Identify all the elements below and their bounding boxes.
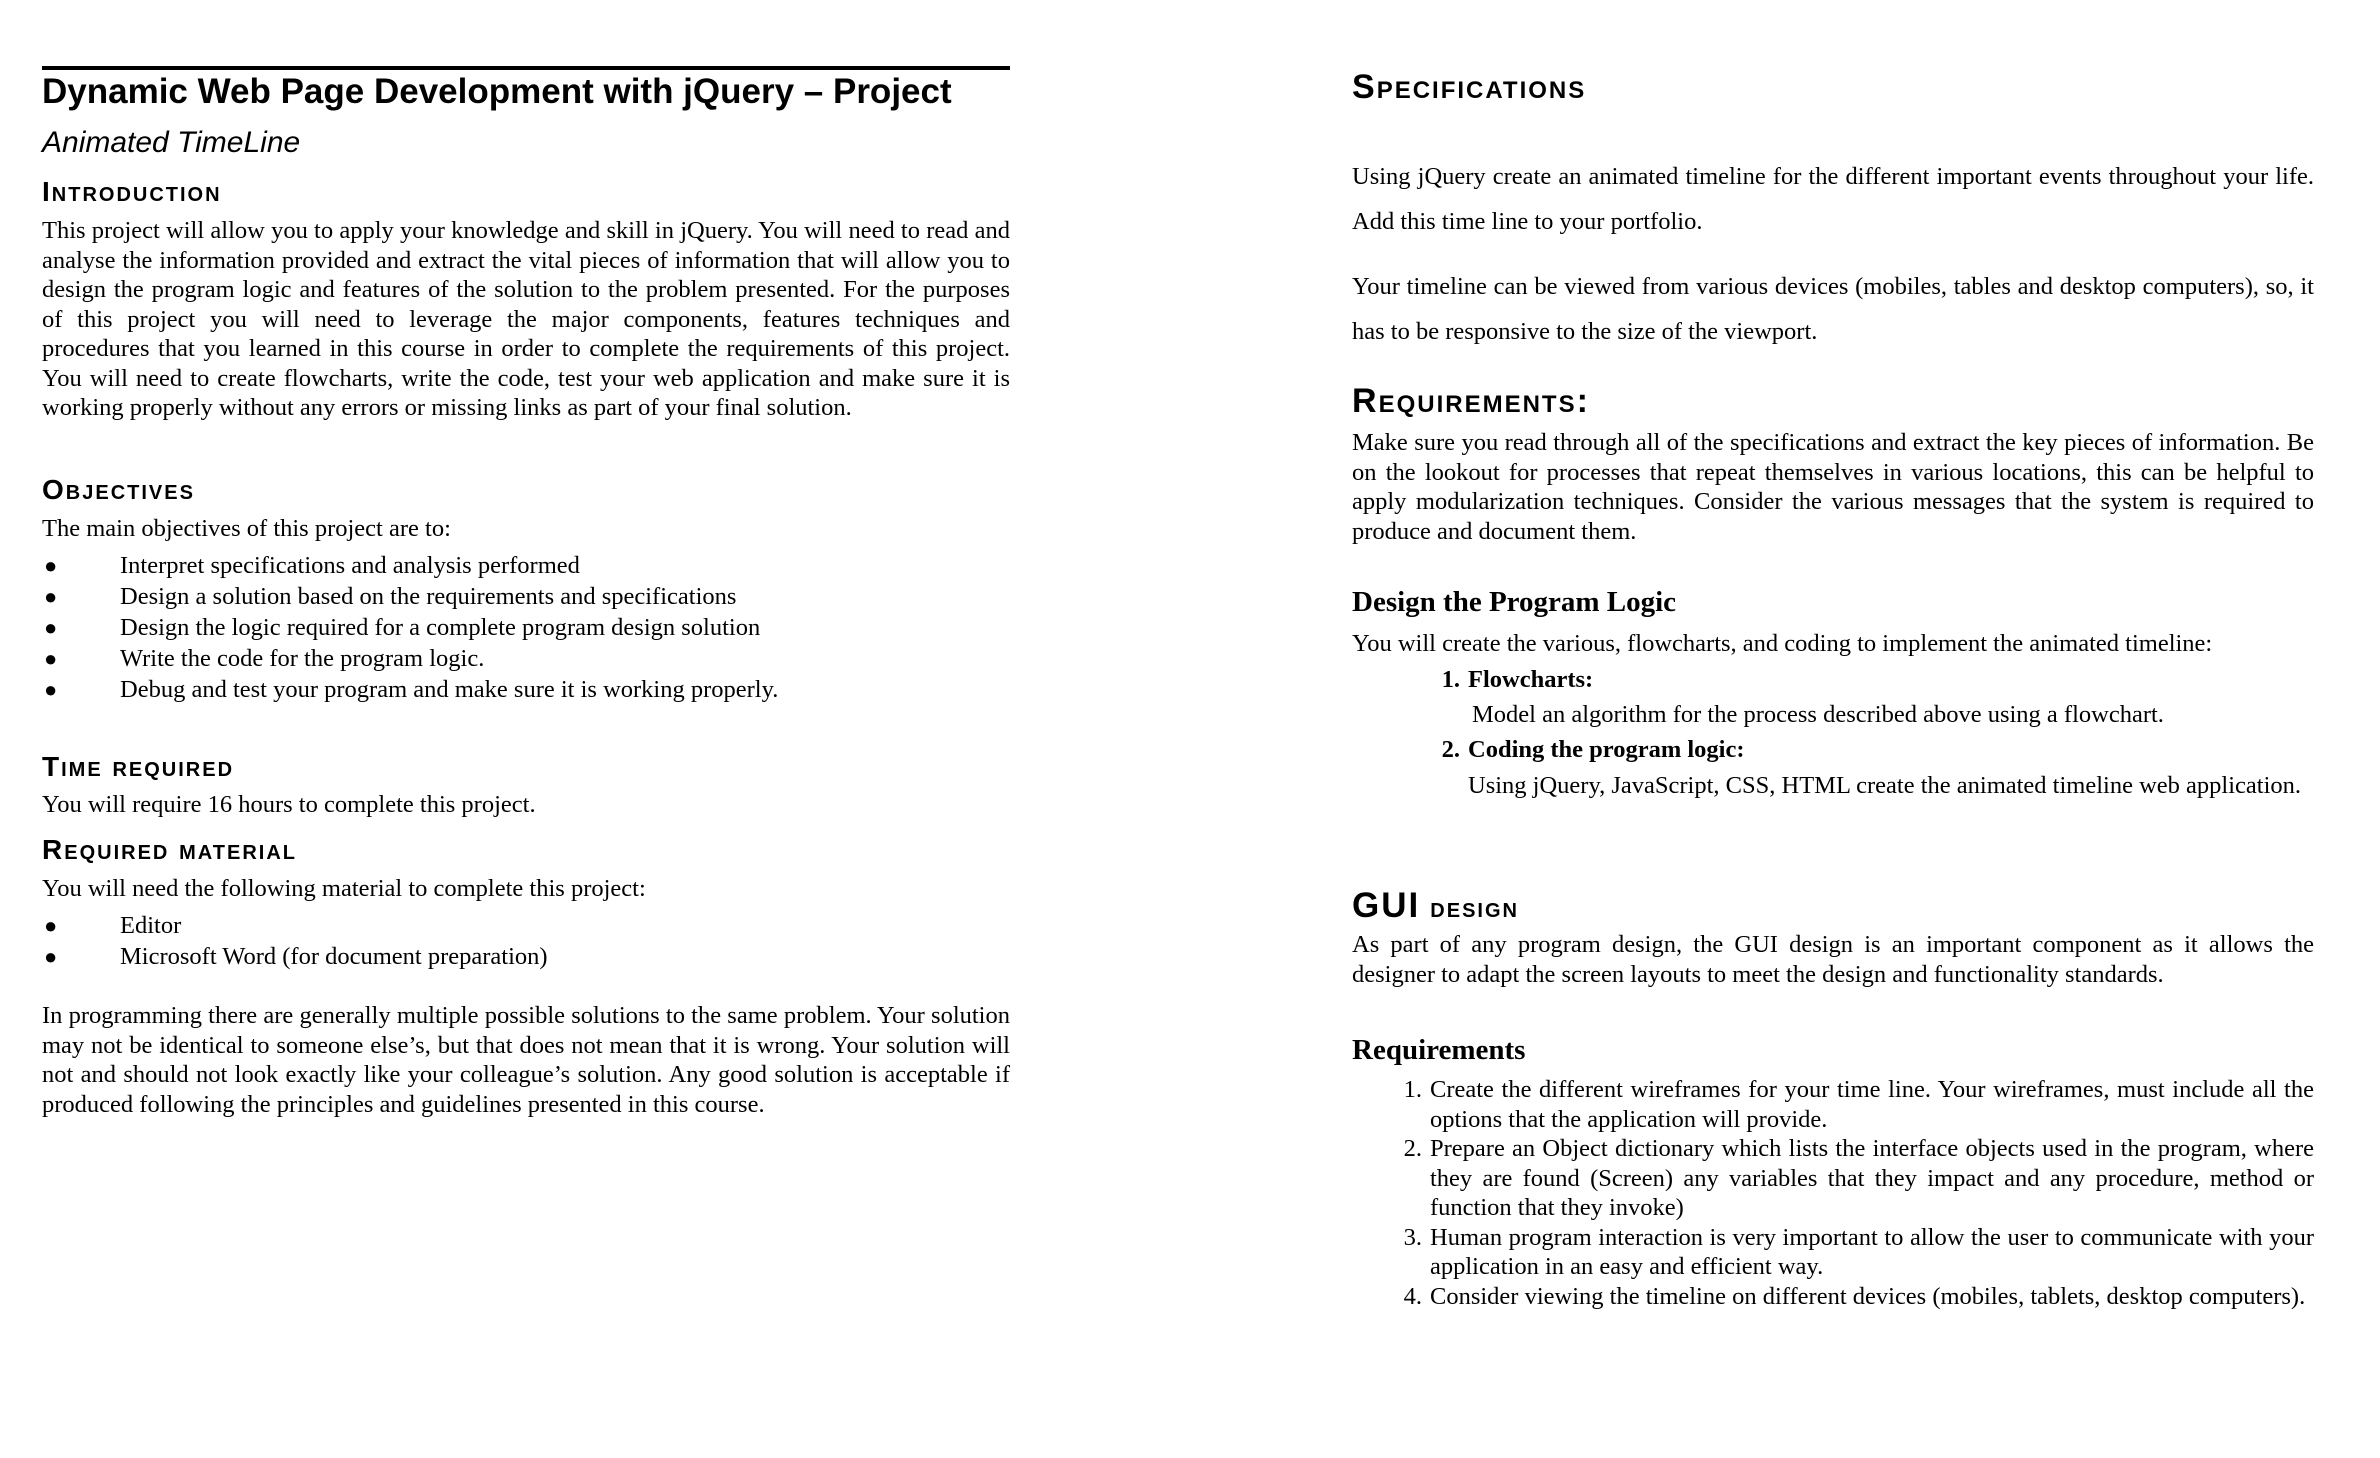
bullet-icon: ● bbox=[44, 615, 58, 640]
list-item: ● Editor bbox=[44, 912, 182, 939]
gui-design-text: As part of any program design, the GUI design is an important component as it allows the designer to adapt the screen layouts to meet the design and functionality standards. bbox=[1352, 931, 2314, 988]
time-required-heading: Time required bbox=[42, 751, 235, 782]
requirements-text: Make sure you read through all of the specifications and extract the key pieces of information. Be on the lookout for processes that repeat themselves in various locations, this can be helpful to apply modularization techniques. Consider the various messages that the system is required to produce and document them. bbox=[1352, 429, 2314, 545]
specifications-paragraph-2: Your timeline can be viewed from various devices (mobiles, tables and desktop computers), so, it has to be responsive to the size of the viewport. bbox=[1352, 273, 2314, 345]
list-item: ● Write the code for the program logic. bbox=[44, 645, 485, 672]
gui-requirements-list bbox=[1403, 1075, 2314, 1311]
gui-design-heading: GUI design bbox=[1352, 886, 1519, 925]
list-item: 3. Human program interaction is very important to allow the user to communicate with your application in an easy and efficient way. bbox=[1403, 1223, 2314, 1280]
specifications-heading: Specifications bbox=[1352, 68, 1587, 106]
program-logic-intro: You will create the various, flowcharts, and coding to implement the animated timeline: bbox=[1352, 630, 2213, 657]
bullet-icon: ● bbox=[44, 553, 58, 578]
list-item: ● Interpret specifications and analysis performed bbox=[44, 552, 580, 579]
program-logic-list bbox=[1441, 665, 2314, 800]
bullet-icon: ● bbox=[44, 944, 58, 969]
bullet-icon: ● bbox=[44, 913, 58, 938]
introduction-heading: Introduction bbox=[42, 176, 222, 207]
bullet-icon: ● bbox=[44, 584, 58, 609]
document-title: Dynamic Web Page Development with jQuery – Project bbox=[42, 72, 952, 111]
introduction-text: This project will allow you to apply your knowledge and skill in jQuery. You will need to read and analyse the information provided and extract the vital pieces of information that will allow you to design the program logic and features of the solution to the problem presented. For the purposes of this project you will need to leverage the major components, features techniques and procedures that you learned in this course in order to complete the requirements of this project. You will need to create flowcharts, write the code, test your web application and make sure it is working properly without any errors or missing links as part of your final solution. bbox=[42, 217, 1010, 421]
required-material-intro: You will need the following material to complete this project: bbox=[42, 875, 646, 902]
specifications-paragraph-1: Using jQuery create an animated timeline for the different important events throughout your life. Add this time line to your portfolio. bbox=[1352, 163, 2314, 235]
closing-paragraph: In programming there are generally multiple possible solutions to the same problem. Your solution may not be identical to someone else’s, but that does not mean that it is wrong. Your solution will not and should not look exactly like your colleague’s solution. Any good solution is acceptable if produced following the principles and guidelines presented in this course. bbox=[42, 1002, 1010, 1118]
list-item: ● Microsoft Word (for document preparation) bbox=[44, 943, 548, 970]
list-item: 1. Create the different wireframes for your time line. Your wireframes, must include all the options that the application will provide. bbox=[1403, 1076, 2314, 1133]
required-material-heading: Required material bbox=[42, 834, 297, 865]
required-material-list bbox=[42, 910, 1010, 972]
document-subtitle: Animated TimeLine bbox=[42, 126, 301, 159]
list-item: 2. Prepare an Object dictionary which lists the interface objects used in the program, where they are found (Screen) any variables that they impact and any procedure, method or function that they invoke) bbox=[1403, 1135, 2314, 1221]
objectives-list bbox=[42, 550, 1010, 705]
list-item: 2. Coding the program logic: Using jQuery, JavaScript, CSS, HTML create the animated timeline web application. bbox=[1441, 736, 2302, 799]
program-logic-heading: Design the Program Logic bbox=[1352, 586, 1677, 618]
list-item: 4. Consider viewing the timeline on different devices (mobiles, tablets, desktop computers). bbox=[1403, 1282, 2306, 1310]
list-item: ● Design the logic required for a complete program design solution bbox=[44, 614, 761, 641]
list-item: ● Debug and test your program and make sure it is working properly. bbox=[44, 676, 779, 703]
bullet-icon: ● bbox=[44, 677, 58, 702]
list-item: ● Design a solution based on the requirements and specifications bbox=[44, 583, 737, 610]
requirements-heading: Requirements: bbox=[1352, 382, 1590, 420]
list-item: 1. Flowcharts: Model an algorithm for the process described above using a flowchart. bbox=[1441, 666, 2164, 728]
title-rule bbox=[42, 66, 1010, 70]
objectives-intro: The main objectives of this project are to: bbox=[42, 515, 451, 542]
gui-requirements-heading: Requirements bbox=[1352, 1034, 1526, 1066]
bullet-icon: ● bbox=[44, 646, 58, 671]
time-required-text: You will require 16 hours to complete this project. bbox=[42, 791, 536, 818]
objectives-heading: Objectives bbox=[42, 474, 195, 505]
